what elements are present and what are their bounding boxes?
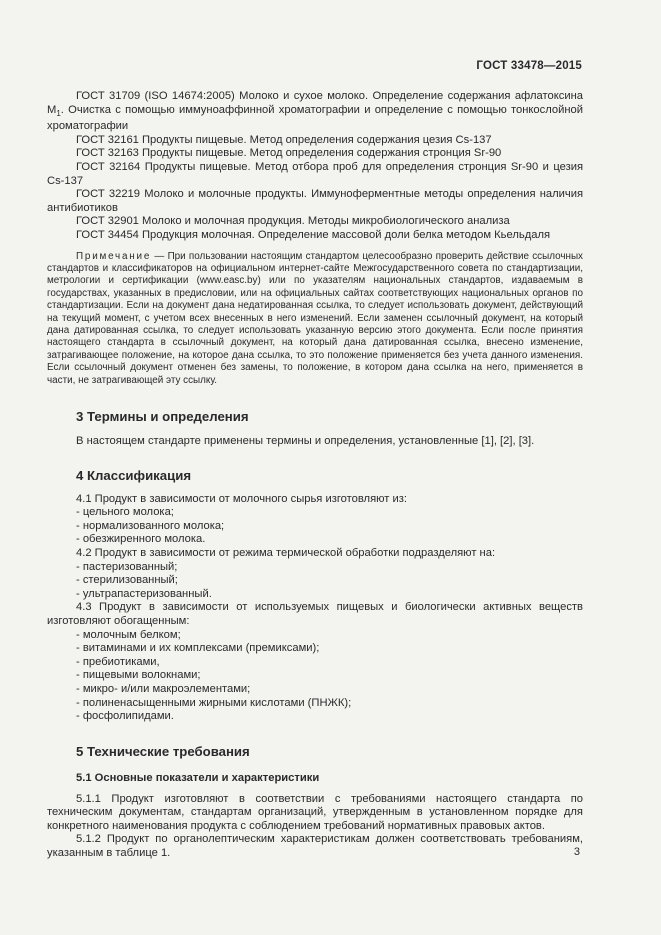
references-list — [47, 90, 583, 243]
reference-text: Молоко и сухое молоко. Определение содержания афлатоксина М — [47, 90, 583, 116]
subsection-5-1-title: 5.1 Основные показатели и характеристики — [76, 771, 320, 784]
reference-item — [47, 134, 583, 148]
reference-code: ГОСТ 32901 — [76, 215, 139, 228]
reference-item — [47, 90, 583, 134]
reference-text: Молоко и молочная продукция. Методы микробиологического анализа — [142, 215, 510, 228]
reference-text: Продукты пищевые. Метод определения содержания стронция Sr-90 — [142, 147, 502, 160]
clause-4-2: 4.2 Продукт в зависимости от режима термической обработки подразделяют на: — [76, 546, 496, 559]
list-item: - витаминами и их комплексами (премиксами); — [76, 642, 320, 655]
reference-code: ГОСТ 34454 — [76, 228, 139, 241]
list-item: - молочным белком; — [76, 628, 181, 641]
reference-code: ГОСТ 32164 — [76, 160, 141, 173]
list-item: - нормализованного молока; — [76, 519, 225, 532]
reference-text: Молоко и молочные продукты. Иммуноферментные методы определения наличия антибиотиков — [47, 188, 584, 214]
list-item: - обезжиренного молока. — [76, 533, 206, 546]
reference-code: ГОСТ 32163 — [76, 147, 139, 160]
list-item: - полиненасыщенными жирными кислотами (ПНЖК); — [76, 696, 352, 709]
note-text: — При пользовании настоящим стандартом целесообразно проверить действие ссылочных стандартов и классификаторов на официальном интернет-сайте Межгосударственного совета по стандартизации, метрологии и сертификации (www.easc.by) или по указателям национальных стандартов, издаваемым в государствах, указанных в предисловии, или на официальных сайтах соответствующих национальных органов по стандартизации. Если на документ дана недатированная ссылка, то следует использовать документ, действующий на текущий момент, с учетом всех внесенных в него изменений. Если заменен ссылочный документ, на который дана датированная ссылка, то следует использовать указанную версию этого документа. Если после принятия настоящего стандарта в ссылочный документ, на который дана датированная ссылка, внесено изменение, затрагивающее положение, на которое дана ссылка, то это положение применяется без учета данного изменения. Если ссылочный документ отменен без замены, то положение, в котором дана ссылка на него, применяется в части, не затрагивающей эту ссылку. — [47, 250, 583, 386]
section-4-title: 4 Классификация — [76, 467, 192, 483]
reference-item — [47, 161, 583, 188]
clause-5-1-2: 5.1.2 Продукт по органолептическим характеристикам должен соответствовать требованиям, указанным в таблице 1. — [47, 833, 583, 860]
reference-code: ГОСТ 32219 — [76, 188, 140, 201]
clause-5-1-1: 5.1.1 Продукт изготовляют в соответствии с требованиями настоящего стандарта по техническим документам, стандартам организаций, утвержденным в установленном порядке для конкретного наименования продукта с соблюдением требований нормативных правовых актов. — [47, 792, 583, 832]
clause-4-1: 4.1 Продукт в зависимости от молочного сырья изготовляют из: — [76, 492, 407, 505]
reference-text: Продукты пищевые. Метод определения содержания цезия Cs-137 — [142, 133, 492, 146]
section-3-text: В настоящем стандарте применены термины и определения, установленные [1], [2], [3]. — [76, 435, 535, 447]
document-code: ГОСТ 33478—2015 — [476, 60, 582, 72]
list-item: - микро- и/или макроэлементами; — [76, 682, 251, 695]
note — [47, 251, 583, 387]
list-item: - фосфолипидами. — [76, 710, 174, 723]
reference-code: ГОСТ 32161 — [76, 133, 139, 146]
reference-text-cont: . Очистка с помощью иммуноаффинной хроматографии и определение с помощью тонкослойной хроматографии — [47, 103, 583, 133]
reference-item — [47, 147, 583, 161]
list-item: - стерилизованный; — [76, 574, 178, 587]
reference-code: ГОСТ 31709 (ISO 14674:2005) — [76, 90, 235, 102]
section-5-title: 5 Технические требования — [76, 743, 250, 759]
list-item: - цельного молока; — [76, 506, 174, 519]
list-item: - ультрапастеризованный. — [76, 587, 212, 600]
clause-4-3: 4.3 Продукт в зависимости от используемых пищевых и биологически активных веществ изготовляют обогащенным: — [47, 601, 583, 627]
reference-item — [47, 229, 583, 243]
list-item: - пищевыми волокнами; — [76, 669, 201, 682]
list-item: - пастеризованный; — [76, 560, 178, 573]
note-label: Примечание — [76, 250, 152, 262]
page-number: 3 — [573, 846, 580, 858]
section-3-title: 3 Термины и определения — [76, 409, 249, 424]
page-content — [47, 90, 583, 861]
reference-item — [47, 215, 583, 229]
subscript: 1 — [56, 108, 61, 118]
reference-text: Продукция молочная. Определение массовой доли белка методом Кьельдаля — [142, 228, 551, 241]
list-item: - пребиотиками, — [76, 655, 160, 668]
reference-text: Продукты пищевые. Метод отбора проб для определения стронция Sr-90 и цезия Cs-137 — [47, 160, 584, 187]
reference-item — [47, 188, 583, 215]
